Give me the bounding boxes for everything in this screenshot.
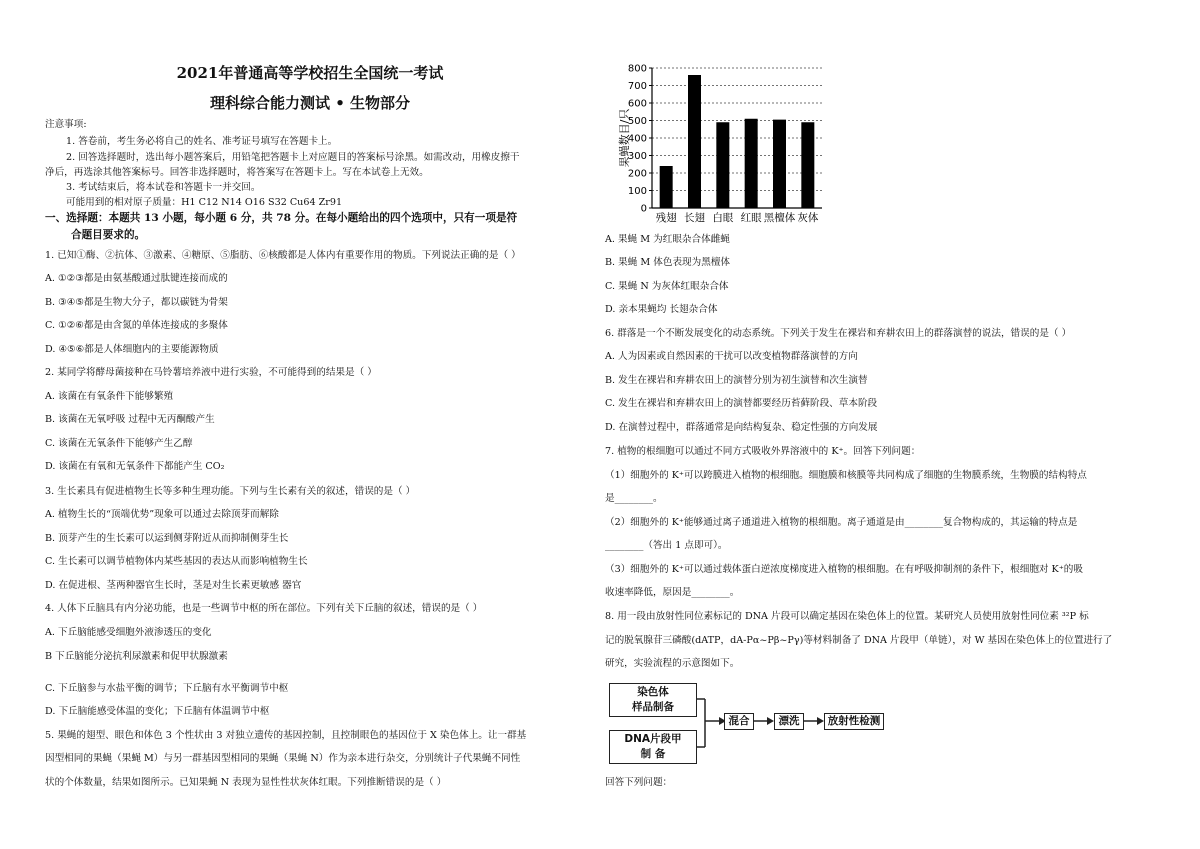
q1-option-c: C. ①②⑥都是由含氮的单体连接成的多聚体 [45,320,228,331]
question-4-stem: 4. 人体下丘脑具有内分泌功能，也是一些调节中枢的所在部位。下列有关下丘脑的叙述，错误的是（ ） [45,603,483,614]
y-tick-label: 0 [640,203,647,215]
y-axis-label: 果蝇数目/只 [618,108,631,168]
bar [773,120,786,208]
notice-item: 2. 回答选择题时，选出每小题答案后，用铅笔把答题卡上对应题目的答案标号涂黑。如需改动，用橡皮擦干 [66,152,520,163]
bar [716,122,729,208]
q6-option-c: C. 发生在裸岩和弃耕农田上的演替都要经历苔藓阶段、草本阶段 [605,398,878,409]
q3-option-c: C. 生长素可以调节植物体内某些基因的表达从而影响植物生长 [45,556,308,567]
q4-option-d: D. 下丘脑能感受体温的变化；下丘脑有体温调节中枢 [45,706,270,717]
question-7-line: ________（答出 1 点即可）。 [605,540,728,551]
question-7-line: 7. 植物的根细胞可以通过不同方式吸收外界溶液中的 K⁺。回答下列问题： [605,446,921,457]
question-7-line: （2）细胞外的 K⁺能够通过离子通道进入植物的根细胞。离子通道是由________复合物构成的，其运输的特点是 [605,517,1078,528]
q3-option-b: B. 顶芽产生的生长素可以运到侧芽附近从而抑制侧芽生长 [45,533,289,544]
y-tick-label: 200 [627,168,647,180]
x-tick-label: 黑檀体 [763,212,796,224]
section-heading: 一、选择题：本题共 13 小题，每小题 6 分，共 78 分。在每小题给出的四个选项中，只有一项是符 [45,212,518,224]
exam-title: 2021年普通高等学校招生全国统一考试 [176,64,444,82]
q2-option-b: B. 该菌在无氧呼吸 过程中无丙酮酸产生 [45,414,215,425]
question-2-stem: 2. 某同学将酵母菌接种在马铃薯培养液中进行实验，不可能得到的结果是（ ） [45,367,377,378]
q2-option-d: D. 该菌在有氧和无氧条件下都能产生 CO₂ [45,461,225,472]
q4-option-c: C. 下丘脑参与水盐平衡的调节；下丘脑有水平衡调节中枢 [45,683,289,694]
question-8-line: 研究，实验流程的示意图如下。 [605,658,740,669]
bar-chart-svg [620,60,830,225]
y-tick-label: 600 [627,98,647,110]
x-tick-label: 残翅 [655,212,677,224]
notice-item: 1. 答卷前，考生务必将自己的姓名、准考证号填写在答题卡上。 [66,136,338,147]
dna-fragment-box [609,730,697,764]
x-tick-label: 白眼 [712,212,734,224]
x-tick-label: 长翅 [684,212,705,224]
question-8-line: 记的脱氧腺苷三磷酸(dATP，dA-Pα~Pβ~Pγ)等材料制备了 DNA 片段甲（单链），对 W 基因在染色体上的位置进行了 [605,635,1113,646]
question-7-line: 收速率降低，原因是________。 [605,587,740,598]
q1-option-b: B. ③④⑤都是生物大分子，都以碳链为骨架 [45,297,228,308]
y-tick-label: 700 [627,81,647,92]
notice-item: 净后，再选涂其他答案标号。回答非选择题时，将答案写在答题卡上。写在本试卷上无效。 [45,167,429,178]
q4-option-b: B 下丘脑能分泌抗利尿激素和促甲状腺激素 [45,651,228,662]
q8-followup: 回答下列问题： [605,777,673,788]
notice-heading: 注意事项: [45,119,87,130]
atomic-mass-line: 可能用到的相对原子质量：H1 C12 N14 O16 S32 Cu64 Zr91 [66,197,343,208]
q6-option-b: B. 发生在裸岩和弃耕农田上的演替分别为初生演替和次生演替 [605,375,868,386]
q5-option-a: A. 果蝇 M 为红眼杂合体雌蝇 [605,234,730,245]
question-5-line: 5. 果蝇的翅型、眼色和体色 3 个性状由 3 对独立遗传的基因控制，且控制眼色的基因位于 X 染色体上。让一群基 [45,730,527,741]
q1-option-d: D. ④⑤⑥都是人体细胞内的主要能源物质 [45,344,219,355]
arrow-right-icon [804,716,824,726]
question-7-line: 是________。 [605,493,663,504]
bar [801,122,814,208]
q6-option-d: D. 在演替过程中，群落通常是向结构复杂、稳定性强的方向发展 [605,422,878,433]
box-label: DNA片段甲 [624,733,682,745]
notice-item: 3. 考试结束后，将本试卷和答题卡一并交回。 [66,182,261,193]
x-tick-label: 灰体 [797,212,819,224]
question-1-stem: 1. 已知①酶、②抗体、③激素、④糖原、⑤脂肪、⑥核酸都是人体内有重要作用的物质。下列说法正确的是（ ） [45,250,521,261]
radioactivity-detection-box: 放射性检测 [824,713,884,730]
merge-arrow-icon [697,690,727,760]
bar [745,119,758,208]
arrow-right-icon [754,716,774,726]
q4-option-a: A. 下丘脑能感受细胞外液渗透压的变化 [45,627,212,638]
wash-box: 漂洗 [774,713,804,730]
question-7-line: （1）细胞外的 K⁺可以跨膜进入植物的根细胞。细胞膜和核膜等共同构成了细胞的生物膜系统，生物膜的结构特点 [605,470,1087,481]
q6-option-a: A. 人为因素或自然因素的干扰可以改变植物群落演替的方向 [605,351,858,362]
question-7-line: （3）细胞外的 K⁺可以通过载体蛋白逆浓度梯度进入植物的根细胞。在有呼吸抑制剂的条件下，根细胞对 K⁺的吸 [605,564,1083,575]
box-label: 样品制备 [632,701,674,713]
question-3-stem: 3. 生长素具有促进植物生长等多种生理功能。下列与生长素有关的叙述，错误的是（ ） [45,486,416,497]
y-tick-label: 100 [627,186,647,197]
q5-option-d: D. 亲本果蝇均 长翅杂合体 [605,304,718,315]
q3-option-d: D. 在促进根、茎两种器官生长时，茎是对生长素更敏感 器官 [45,580,302,591]
question-8-line: 8. 用一段由放射性同位素标记的 DNA 片段可以确定基因在染色体上的位置。某研究人员使用放射性同位素 ³²P 标 [605,611,1089,622]
y-tick-label: 400 [627,133,647,145]
q1-option-a: A. ①②③都是由氨基酸通过肽键连接而成的 [45,273,228,284]
bar [660,166,673,208]
q2-option-c: C. 该菌在无氧条件下能够产生乙醇 [45,438,193,449]
q2-option-a: A. 该菌在有氧条件下能够繁殖 [45,391,174,402]
section-heading-cont: 合题目要求的。 [71,229,146,241]
question-5-line: 因型相同的果蝇（果蝇 M）与另一群基因型相同的果蝇（果蝇 N）作为亲本进行杂交，分别统计子代果蝇不同性 [45,753,521,764]
question-6-stem: 6. 群落是一个不断发展变化的动态系统。下列关于发生在裸岩和弃耕农田上的群落演替的说法，错误的是（ ） [605,328,1072,339]
y-tick-label: 300 [627,151,647,162]
mix-box: 混合 [724,713,754,730]
exam-subtitle: 理科综合能力测试 • 生物部分 [209,94,411,112]
box-label: 制 备 [640,748,666,760]
x-tick-label: 红眼 [740,212,762,224]
y-tick-label: 500 [627,116,647,127]
q5-option-c: C. 果蝇 N 为灰体红眼杂合体 [605,281,729,292]
box-label: 染色体 [637,686,669,698]
y-tick-label: 800 [627,63,647,75]
bar [688,75,701,208]
chromosome-sample-box [609,683,697,717]
q3-option-a: A. 植物生长的“顶端优势”现象可以通过去除顶芽而解除 [45,509,279,520]
question-5-line: 状的个体数量，结果如图所示。已知果蝇 N 表现为显性性状灰体红眼。下列推断错误的是（ ） [45,777,447,788]
offspring-count-chart [620,60,830,225]
q5-option-b: B. 果蝇 M 体色表现为黑檀体 [605,257,731,268]
